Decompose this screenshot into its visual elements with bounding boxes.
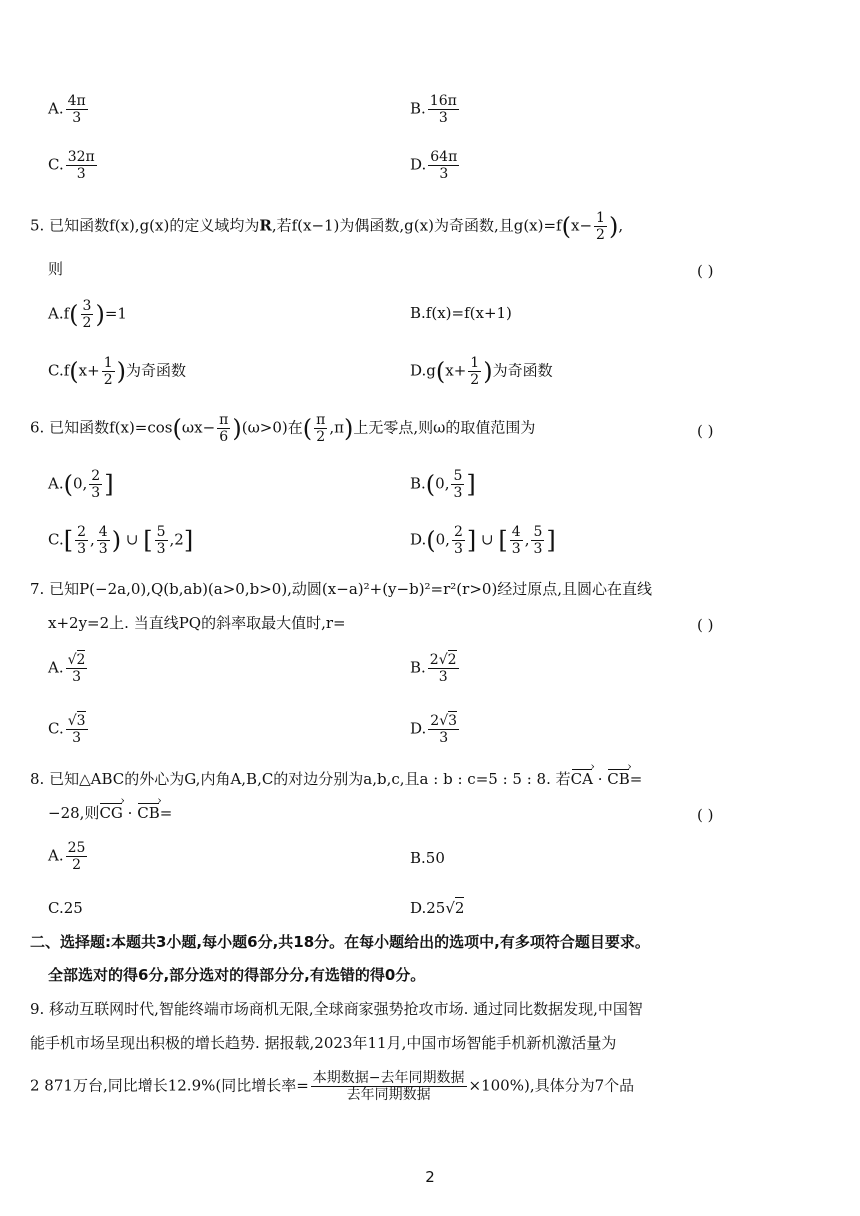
- q8-option-b: B.50: [410, 849, 445, 867]
- fraction: $\frac{\pi}{6}$: [219, 412, 229, 446]
- q6-option-d: D.(0, $\frac{2}{3}$ ] ∪ [ $\frac{4}{3}$ , $\frac{5}{3}$ ]: [410, 524, 556, 558]
- section-instructions: 全部选对的得6分,部分选对的得部分分,有选错的得0分。: [48, 966, 426, 984]
- fraction: $\frac{5}{3}$: [156, 524, 166, 558]
- q4-option-d: D. $\frac{64\pi}{3}$: [410, 149, 458, 183]
- fraction: $\frac{\pi}{2}$: [316, 412, 326, 446]
- q5-option-a: A.f( $\frac{3}{2}$ )=1: [48, 298, 127, 332]
- q9-stem-line1: 9. 移动互联网时代,智能终端市场商机无限,全球商家强势抢攻市场. 通过同比数据发现,中国智: [30, 1000, 643, 1018]
- q7-option-c: C. $\frac{√3}{3}$: [48, 713, 86, 747]
- answer-parentheses: ( ): [697, 806, 714, 824]
- q4-option-a: A. $\frac{4\pi}{3}$: [48, 93, 86, 127]
- fraction: $\frac{2√3}{3}$: [430, 713, 458, 747]
- q7-option-a: A. $\frac{√2}{3}$: [48, 652, 86, 686]
- q5-option-b: B.f(x)=f(x+1): [410, 304, 512, 322]
- q4-option-c: C. $\frac{32\pi}{3}$: [48, 149, 95, 183]
- fraction: $\frac{4\pi}{3}$: [67, 93, 86, 127]
- q5-option-c: C.f(x+ $\frac{1}{2}$ )为奇函数: [48, 355, 186, 389]
- fraction: $\frac{√3}{3}$: [67, 713, 86, 747]
- q5-stem-line2: 则: [48, 260, 64, 278]
- q5-stem: 5. 已知函数f(x),g(x)的定义域均为R,若f(x−1)为偶函数,g(x)为奇函数,且g(x)=f(x− $\frac{1}{2}$ ),: [30, 210, 624, 244]
- fraction: $\frac{5}{3}$: [453, 468, 463, 502]
- q6-option-b: B.(0, $\frac{5}{3}$ ]: [410, 468, 476, 502]
- q9-stem-line2: 能手机市场呈现出积极的增长趋势. 据报载,2023年11月,中国市场智能手机新机激活量为: [30, 1034, 617, 1052]
- fraction: $\frac{√2}{3}$: [67, 652, 86, 686]
- q6-stem: 6. 已知函数f(x)=cos(ωx− $\frac{\pi}{6}$ )(ω>0)在( $\frac{\pi}{2}$ ,π)上无零点,则ω的取值范围为: [30, 412, 536, 446]
- fraction: $\frac{32\pi}{3}$: [67, 149, 95, 183]
- fraction: $\frac{1}{2}$: [470, 355, 480, 389]
- fraction: $\frac{2√2}{3}$: [429, 652, 457, 686]
- fraction: $\frac{25}{2}$: [67, 840, 86, 874]
- q8-option-c: C.25: [48, 899, 83, 917]
- q8-option-d: D.25√2: [410, 899, 465, 917]
- fraction: $\frac{3}{2}$: [82, 298, 92, 332]
- fraction: $\frac{2}{3}$: [453, 524, 463, 558]
- answer-parentheses: ( ): [697, 262, 714, 280]
- page-number: 2: [425, 1168, 435, 1186]
- answer-parentheses: ( ): [697, 616, 714, 634]
- q7-option-b: B. $\frac{2√2}{3}$: [410, 652, 457, 686]
- q8-option-a: A. $\frac{25}{2}$: [48, 840, 86, 874]
- fraction: $\frac{5}{3}$: [533, 524, 543, 558]
- q7-stem-line1: 7. 已知P(−2a,0),Q(b,ab)(a>0,b>0),动圆(x−a)²+(y−b)²=r²(r>0)经过原点,且圆心在直线: [30, 580, 653, 598]
- fraction: $\frac{4}{3}$: [511, 524, 521, 558]
- q5-option-d: D.g(x+ $\frac{1}{2}$ )为奇函数: [410, 355, 553, 389]
- growth-rate-fraction: $\frac{\text{本期数据−去年同期数据}}{\text{去年同期数据}}$: [312, 1070, 465, 1104]
- fraction: $\frac{2}{3}$: [77, 524, 87, 558]
- fraction: $\frac{4}{3}$: [98, 524, 108, 558]
- q8-stem-line1: 8. 已知△ABC的外心为G,内角A,B,C的对边分别为a,b,c,且a : b : c=5 : 5 : 8. 若CA › · CB ›=: [30, 772, 642, 787]
- q6-option-c: C.[ $\frac{2}{3}$ , $\frac{4}{3}$ ) ∪ [ $\frac{5}{3}$ ,2]: [48, 524, 194, 558]
- section-heading: 二、选择题:本题共3小题,每小题6分,共18分。在每小题给出的选项中,有多项符合题目要求。: [30, 933, 650, 951]
- fraction: $\frac{64\pi}{3}$: [430, 149, 458, 183]
- answer-parentheses: ( ): [697, 422, 714, 440]
- q4-option-b: B. $\frac{16\pi}{3}$: [410, 93, 457, 127]
- q7-option-d: D. $\frac{2√3}{3}$: [410, 713, 458, 747]
- q9-stem-line3: 2 871万台,同比增长12.9%(同比增长率= $\frac{\text{本期数据−去年同期数据}}{\text{去年同期数据}}$ ×100%),具体分为7个品: [30, 1070, 635, 1104]
- q8-stem-line2: −28,则CG › · CB ›=: [48, 806, 172, 821]
- fraction: $\frac{1}{2}$: [103, 355, 113, 389]
- fraction: $\frac{1}{2}$: [596, 210, 605, 244]
- fraction: $\frac{16\pi}{3}$: [429, 93, 457, 127]
- q6-option-a: A.(0, $\frac{2}{3}$ ]: [48, 468, 114, 502]
- fraction: $\frac{2}{3}$: [91, 468, 101, 502]
- q7-stem-line2: x+2y=2上. 当直线PQ的斜率取最大值时,r=: [48, 614, 346, 632]
